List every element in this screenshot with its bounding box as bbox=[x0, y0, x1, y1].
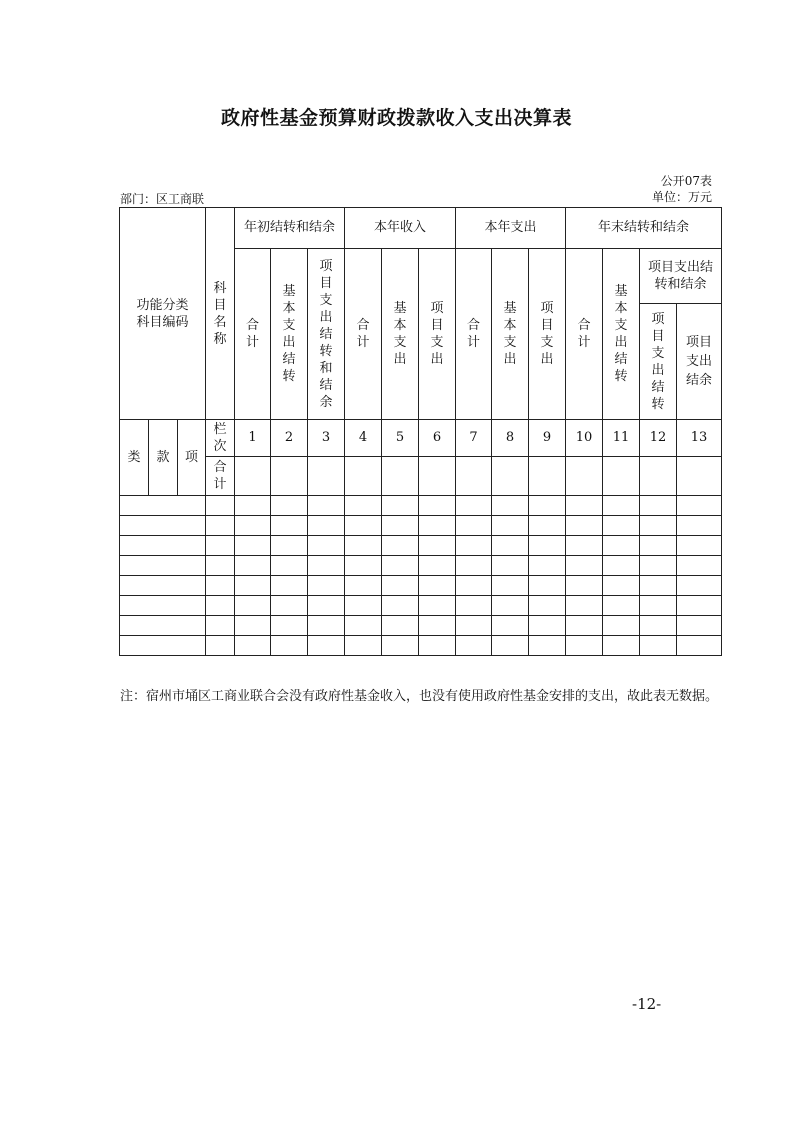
header-begin-project: 项目支出结转和结余 bbox=[308, 249, 345, 420]
col-number: 8 bbox=[492, 420, 529, 457]
table-row bbox=[120, 596, 722, 616]
col-lei: 类 bbox=[120, 420, 149, 496]
col-number: 4 bbox=[345, 420, 382, 457]
header-begin-total: 合计 bbox=[235, 249, 271, 420]
header-end-project-carry: 项目支出结转 bbox=[640, 304, 677, 420]
table-row bbox=[120, 496, 722, 516]
header-group-end: 年末结转和结余 bbox=[566, 208, 722, 249]
header-expense-total: 合计 bbox=[456, 249, 492, 420]
table-cell bbox=[566, 457, 603, 496]
col-kuan: 款 bbox=[149, 420, 178, 496]
budget-table bbox=[119, 207, 722, 656]
form-code: 公开07表 bbox=[660, 174, 712, 188]
department-label: 部门：区工商联 bbox=[120, 192, 205, 206]
header-end-project-group: 项目支出结转和结余 bbox=[640, 249, 722, 304]
col-number: 12 bbox=[640, 420, 677, 457]
col-number: 13 bbox=[677, 420, 722, 457]
table-row bbox=[120, 556, 722, 576]
table-cell bbox=[456, 457, 492, 496]
header-expense-basic: 基本支出 bbox=[492, 249, 529, 420]
header-group-expense: 本年支出 bbox=[456, 208, 566, 249]
table-row bbox=[120, 636, 722, 656]
header-end-basic: 基本支出结转 bbox=[603, 249, 640, 420]
header-subject-name: 科目名称 bbox=[206, 208, 235, 420]
header-income-total: 合计 bbox=[345, 249, 382, 420]
header-group-income: 本年收入 bbox=[345, 208, 456, 249]
table-cell bbox=[419, 457, 456, 496]
header-income-basic: 基本支出 bbox=[382, 249, 419, 420]
table-cell bbox=[235, 457, 271, 496]
table-cell bbox=[492, 457, 529, 496]
col-number: 5 bbox=[382, 420, 419, 457]
col-number: 10 bbox=[566, 420, 603, 457]
table-row bbox=[120, 516, 722, 536]
unit-label: 单位：万元 bbox=[651, 190, 712, 204]
header-func-class: 功能分类科目编码 bbox=[120, 208, 206, 420]
table-row bbox=[120, 616, 722, 636]
col-number: 2 bbox=[271, 420, 308, 457]
row-total-label: 合计 bbox=[206, 457, 235, 496]
table-cell bbox=[677, 457, 722, 496]
header-end-total: 合计 bbox=[566, 249, 603, 420]
table-cell bbox=[382, 457, 419, 496]
page-number: -12- bbox=[632, 995, 662, 1013]
col-number: 7 bbox=[456, 420, 492, 457]
col-number: 6 bbox=[419, 420, 456, 457]
header-begin-basic: 基本支出结转 bbox=[271, 249, 308, 420]
col-number: 3 bbox=[308, 420, 345, 457]
table-cell bbox=[529, 457, 566, 496]
page-title: 政府性基金预算财政拨款收入支出决算表 bbox=[220, 107, 572, 129]
table-row bbox=[120, 576, 722, 596]
col-number: 9 bbox=[529, 420, 566, 457]
header-end-project-surplus: 项目支出结余 bbox=[677, 304, 722, 420]
table-cell bbox=[271, 457, 308, 496]
table-cell bbox=[640, 457, 677, 496]
col-number: 1 bbox=[235, 420, 271, 457]
header-expense-project: 项目支出 bbox=[529, 249, 566, 420]
table-cell bbox=[308, 457, 345, 496]
col-xiang: 项 bbox=[178, 420, 206, 496]
table-cell bbox=[603, 457, 640, 496]
col-number: 11 bbox=[603, 420, 640, 457]
row-lanci-label: 栏次 bbox=[206, 420, 235, 457]
header-group-begin: 年初结转和结余 bbox=[235, 208, 345, 249]
table-row bbox=[120, 536, 722, 556]
header-income-project: 项目支出 bbox=[419, 249, 456, 420]
footnote: 注：宿州市埇区工商业联合会没有政府性基金收入，也没有使用政府性基金安排的支出，故此表无数据。 bbox=[120, 689, 719, 704]
table-cell bbox=[345, 457, 382, 496]
